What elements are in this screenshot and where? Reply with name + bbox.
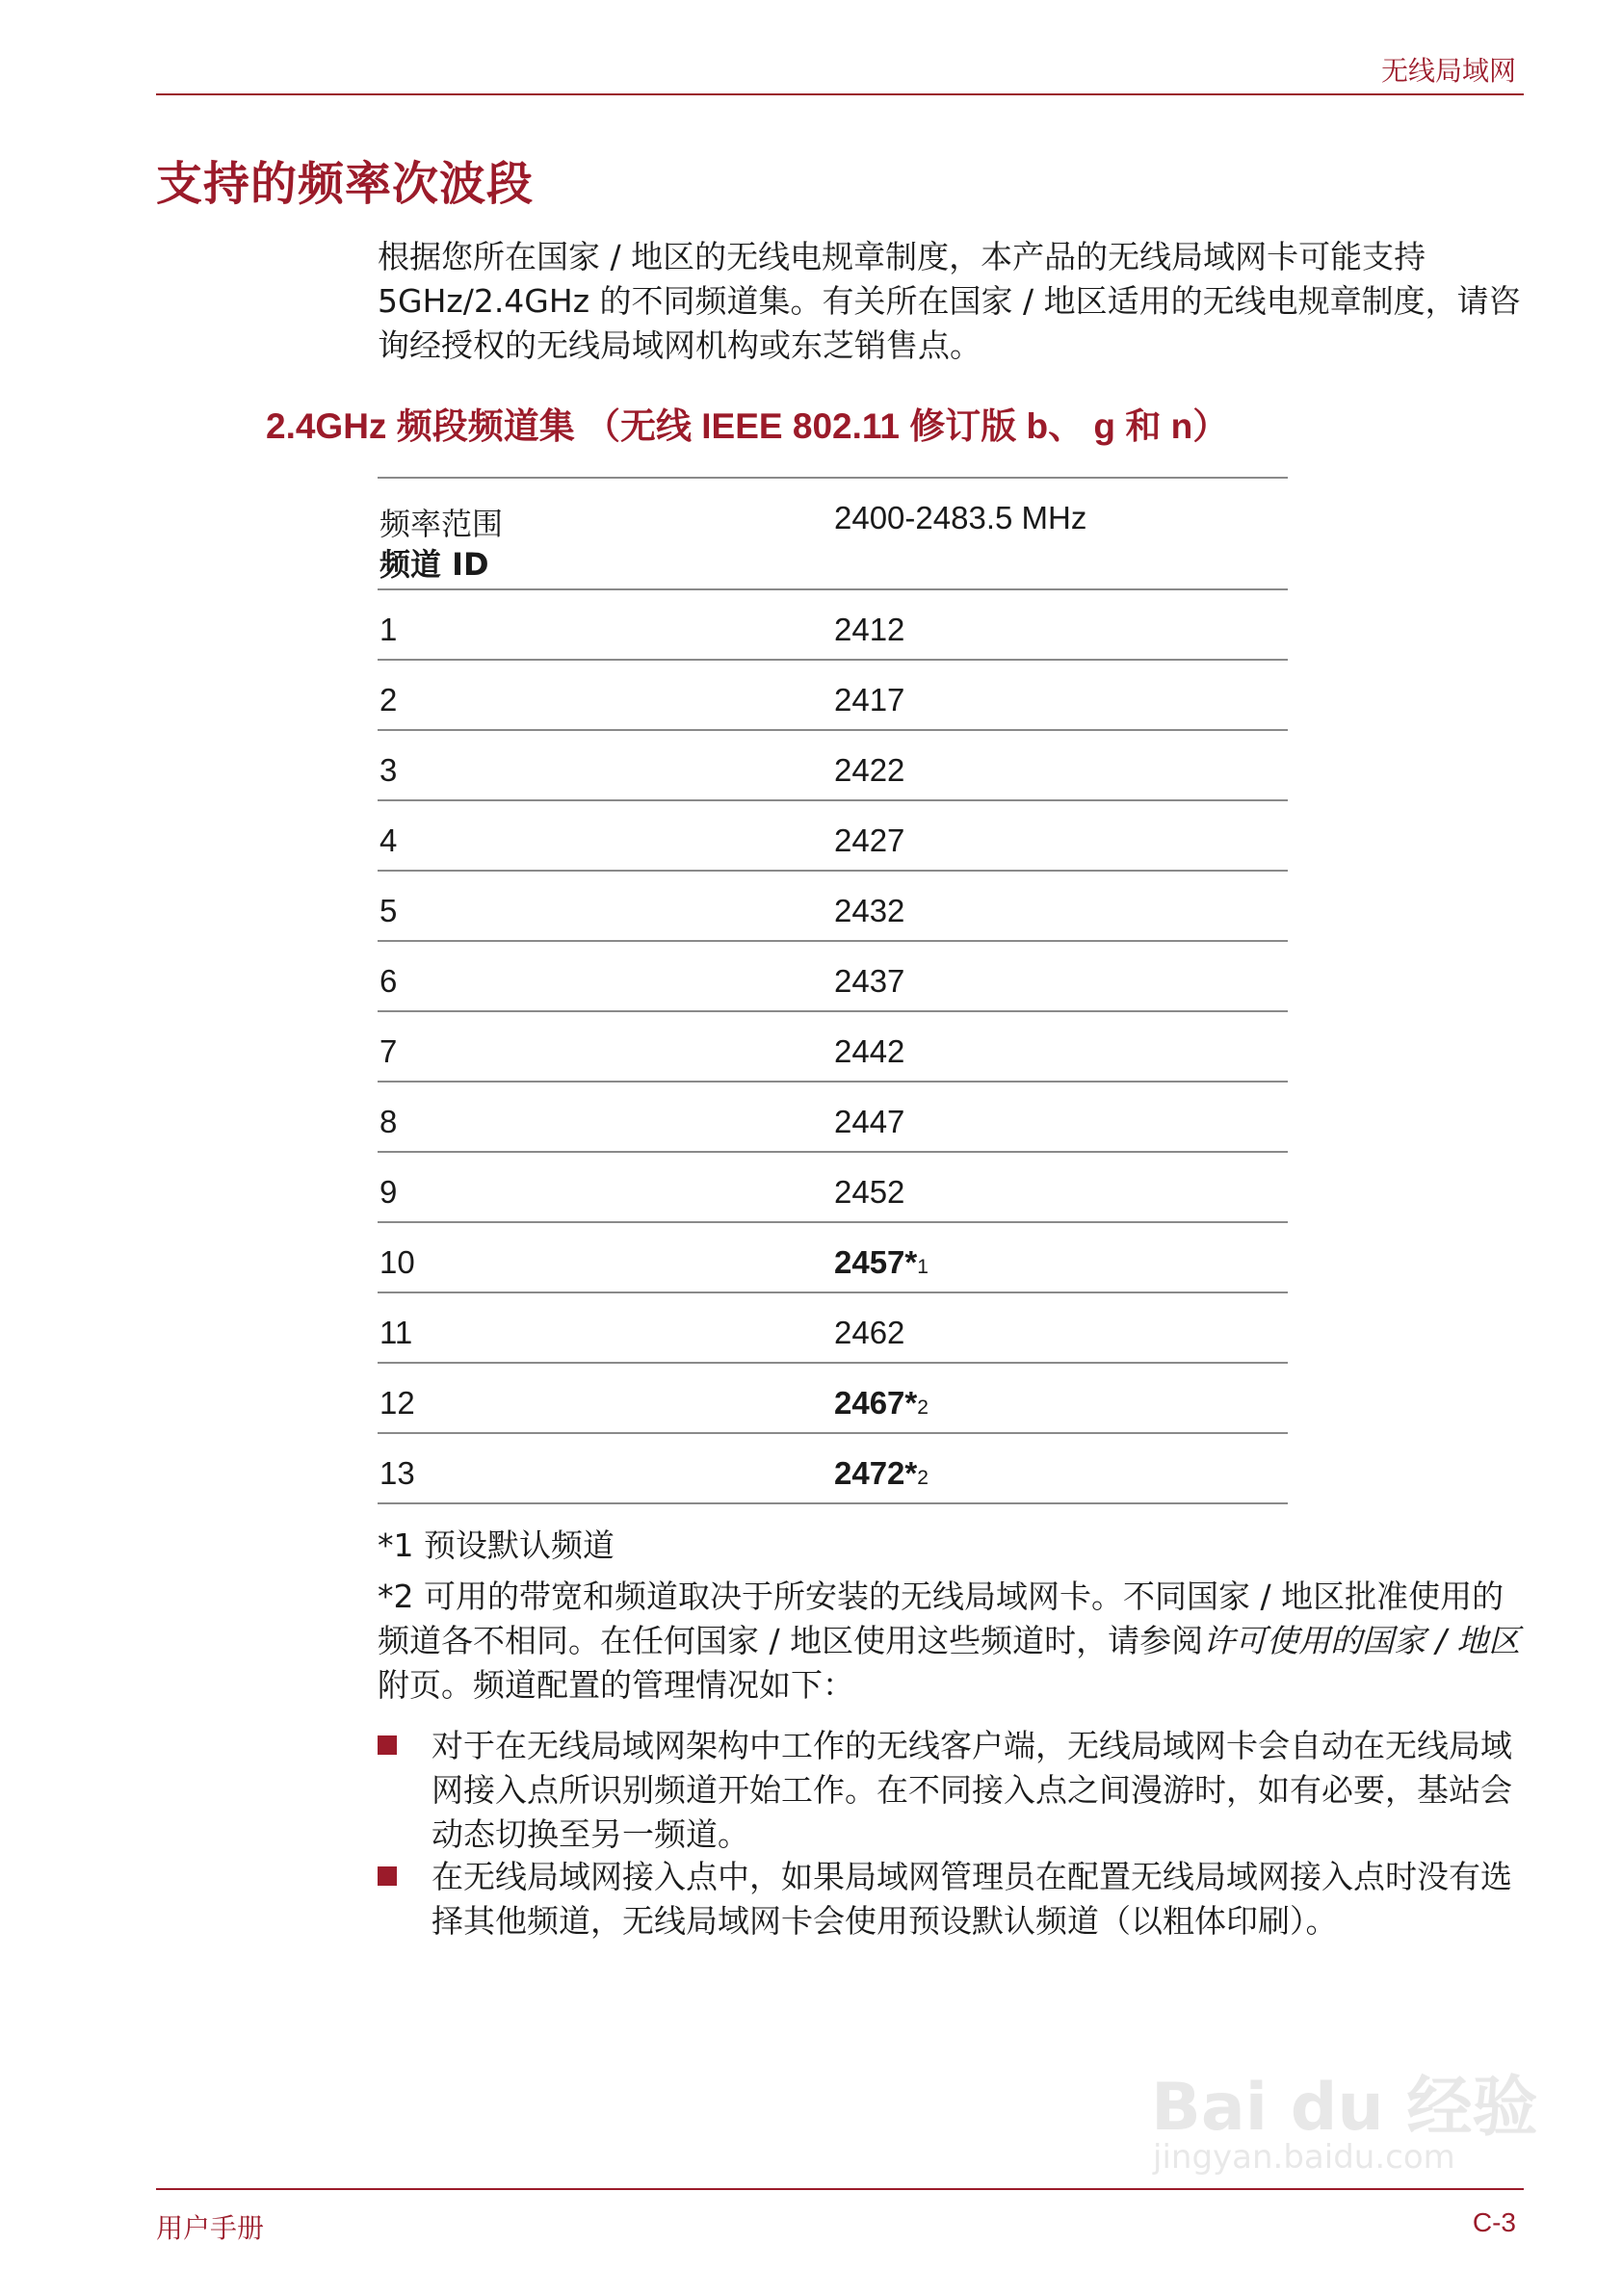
table-body	[378, 588, 1288, 1504]
footer-title: 用户手册	[156, 2212, 265, 2244]
channel-frequency	[834, 1385, 929, 1422]
frequency-value: 2422	[834, 752, 905, 788]
channel-id: 3	[379, 752, 398, 788]
footnote-2-reference: 许可使用的国家 / 地区	[1203, 1622, 1521, 1659]
channel-id: 2	[379, 682, 398, 718]
footnote-2-text: *2 可用的带宽和频道取决于所安装的无线局域网卡。不同国家 / 地区批准使用的频道各不相同。在任何国家 / 地区使用这些频道时，请参阅	[378, 1578, 1504, 1659]
watermark-url: jingyan.baidu.com	[1153, 2138, 1455, 2177]
frequency-value: 2462	[834, 1315, 905, 1350]
table-row	[378, 588, 1288, 659]
channel-frequency	[834, 752, 904, 789]
channel-frequency	[834, 1455, 929, 1492]
channel-frequency	[834, 963, 904, 1000]
frequency-value: 2442	[834, 1033, 905, 1069]
frequency-value: 2437	[834, 963, 905, 999]
channel-frequency	[834, 822, 904, 859]
channel-table	[378, 477, 1288, 1504]
table-row	[378, 940, 1288, 1010]
frequency-value: 2467*	[834, 1385, 918, 1421]
table-row	[378, 1432, 1288, 1504]
bullet-text: 在无线局域网接入点中，如果局域网管理员在配置无线局域网接入点时没有选择其他频道，无线局域网卡会使用预设默认频道（以粗体印刷）。	[432, 1858, 1512, 1940]
channel-frequency	[834, 1033, 904, 1070]
channel-frequency	[834, 1104, 904, 1140]
bullet-text: 对于在无线局域网架构中工作的无线客户端，无线局域网卡会自动在无线局域网接入点所识别频道开始工作。在不同接入点之间漫游时，如有必要，基站会动态切换至另一频道。	[432, 1727, 1512, 1853]
page-number: C-3	[1472, 2207, 1516, 2237]
intro-paragraph: 根据您所在国家 / 地区的无线电规章制度，本产品的无线局域网卡可能支持 5GHz/2.4GHz 的不同频道集。有关所在国家 / 地区适用的无线电规章制度，请咨询经授权的无线局域网机构或东芝销售点。	[378, 238, 1521, 364]
frequency-value: 2472*	[834, 1455, 918, 1491]
channel-id: 4	[379, 822, 398, 858]
watermark-logo	[1141, 2042, 1546, 2186]
frequency-value: 2447	[834, 1104, 905, 1139]
footnote-marker: 1	[917, 1256, 929, 1278]
channel-id: 7	[379, 1033, 398, 1069]
table-row	[378, 1221, 1288, 1292]
channel-frequency	[834, 1244, 929, 1281]
channel-id: 1	[379, 612, 398, 647]
channel-id: 6	[379, 963, 398, 999]
channel-id: 5	[379, 893, 398, 928]
channel-id: 10	[379, 1244, 415, 1280]
channel-id: 11	[379, 1315, 413, 1350]
frequency-value: 2452	[834, 1174, 905, 1210]
channel-id: 13	[379, 1455, 415, 1491]
frequency-value: 2457*	[834, 1244, 918, 1280]
channel-frequency	[834, 1174, 904, 1211]
footer-rule	[156, 2188, 1524, 2190]
frequency-value: 2432	[834, 893, 905, 928]
table-header-row	[378, 477, 1288, 588]
bullet-square-icon	[378, 1866, 397, 1886]
sub-heading: 2.4GHz 频段频道集 （无线 IEEE 802.11 修订版 b、 g 和 n）	[266, 406, 1229, 446]
table-row	[378, 1010, 1288, 1081]
channel-frequency	[834, 1315, 904, 1351]
channel-frequency	[834, 893, 904, 929]
table-row	[378, 1151, 1288, 1221]
table-row	[378, 870, 1288, 940]
header-value: 2400-2483.5 MHz	[834, 500, 1087, 535]
channel-id: 9	[379, 1174, 398, 1210]
table-row	[378, 799, 1288, 870]
channel-frequency	[834, 682, 904, 718]
header-id-label: 频道 ID	[379, 546, 489, 583]
channel-id: 8	[379, 1104, 398, 1139]
table-row	[378, 1362, 1288, 1432]
frequency-value: 2412	[834, 612, 905, 647]
table-row	[378, 729, 1288, 799]
footnote-marker: 2	[917, 1467, 929, 1489]
header-label: 频率范围	[379, 506, 504, 542]
bullet-square-icon	[378, 1735, 397, 1755]
table-row	[378, 1081, 1288, 1151]
channel-id: 12	[379, 1385, 415, 1421]
footnote-marker: 2	[917, 1396, 929, 1419]
running-header: 无线局域网	[1380, 55, 1516, 87]
channel-frequency	[834, 612, 904, 648]
watermark-brand: Bai du 经验	[1151, 2070, 1538, 2146]
table-row	[378, 659, 1288, 729]
frequency-value: 2417	[834, 682, 905, 718]
section-title: 支持的频率次波段	[156, 157, 535, 211]
footnote-2-tail: 附页。频道配置的管理情况如下：	[378, 1666, 854, 1704]
table-row	[378, 1292, 1288, 1362]
header-rule	[156, 93, 1524, 95]
frequency-value: 2427	[834, 822, 905, 858]
footnote-1: *1 预设默认频道	[378, 1526, 615, 1564]
footnote-2	[378, 1575, 1524, 1708]
